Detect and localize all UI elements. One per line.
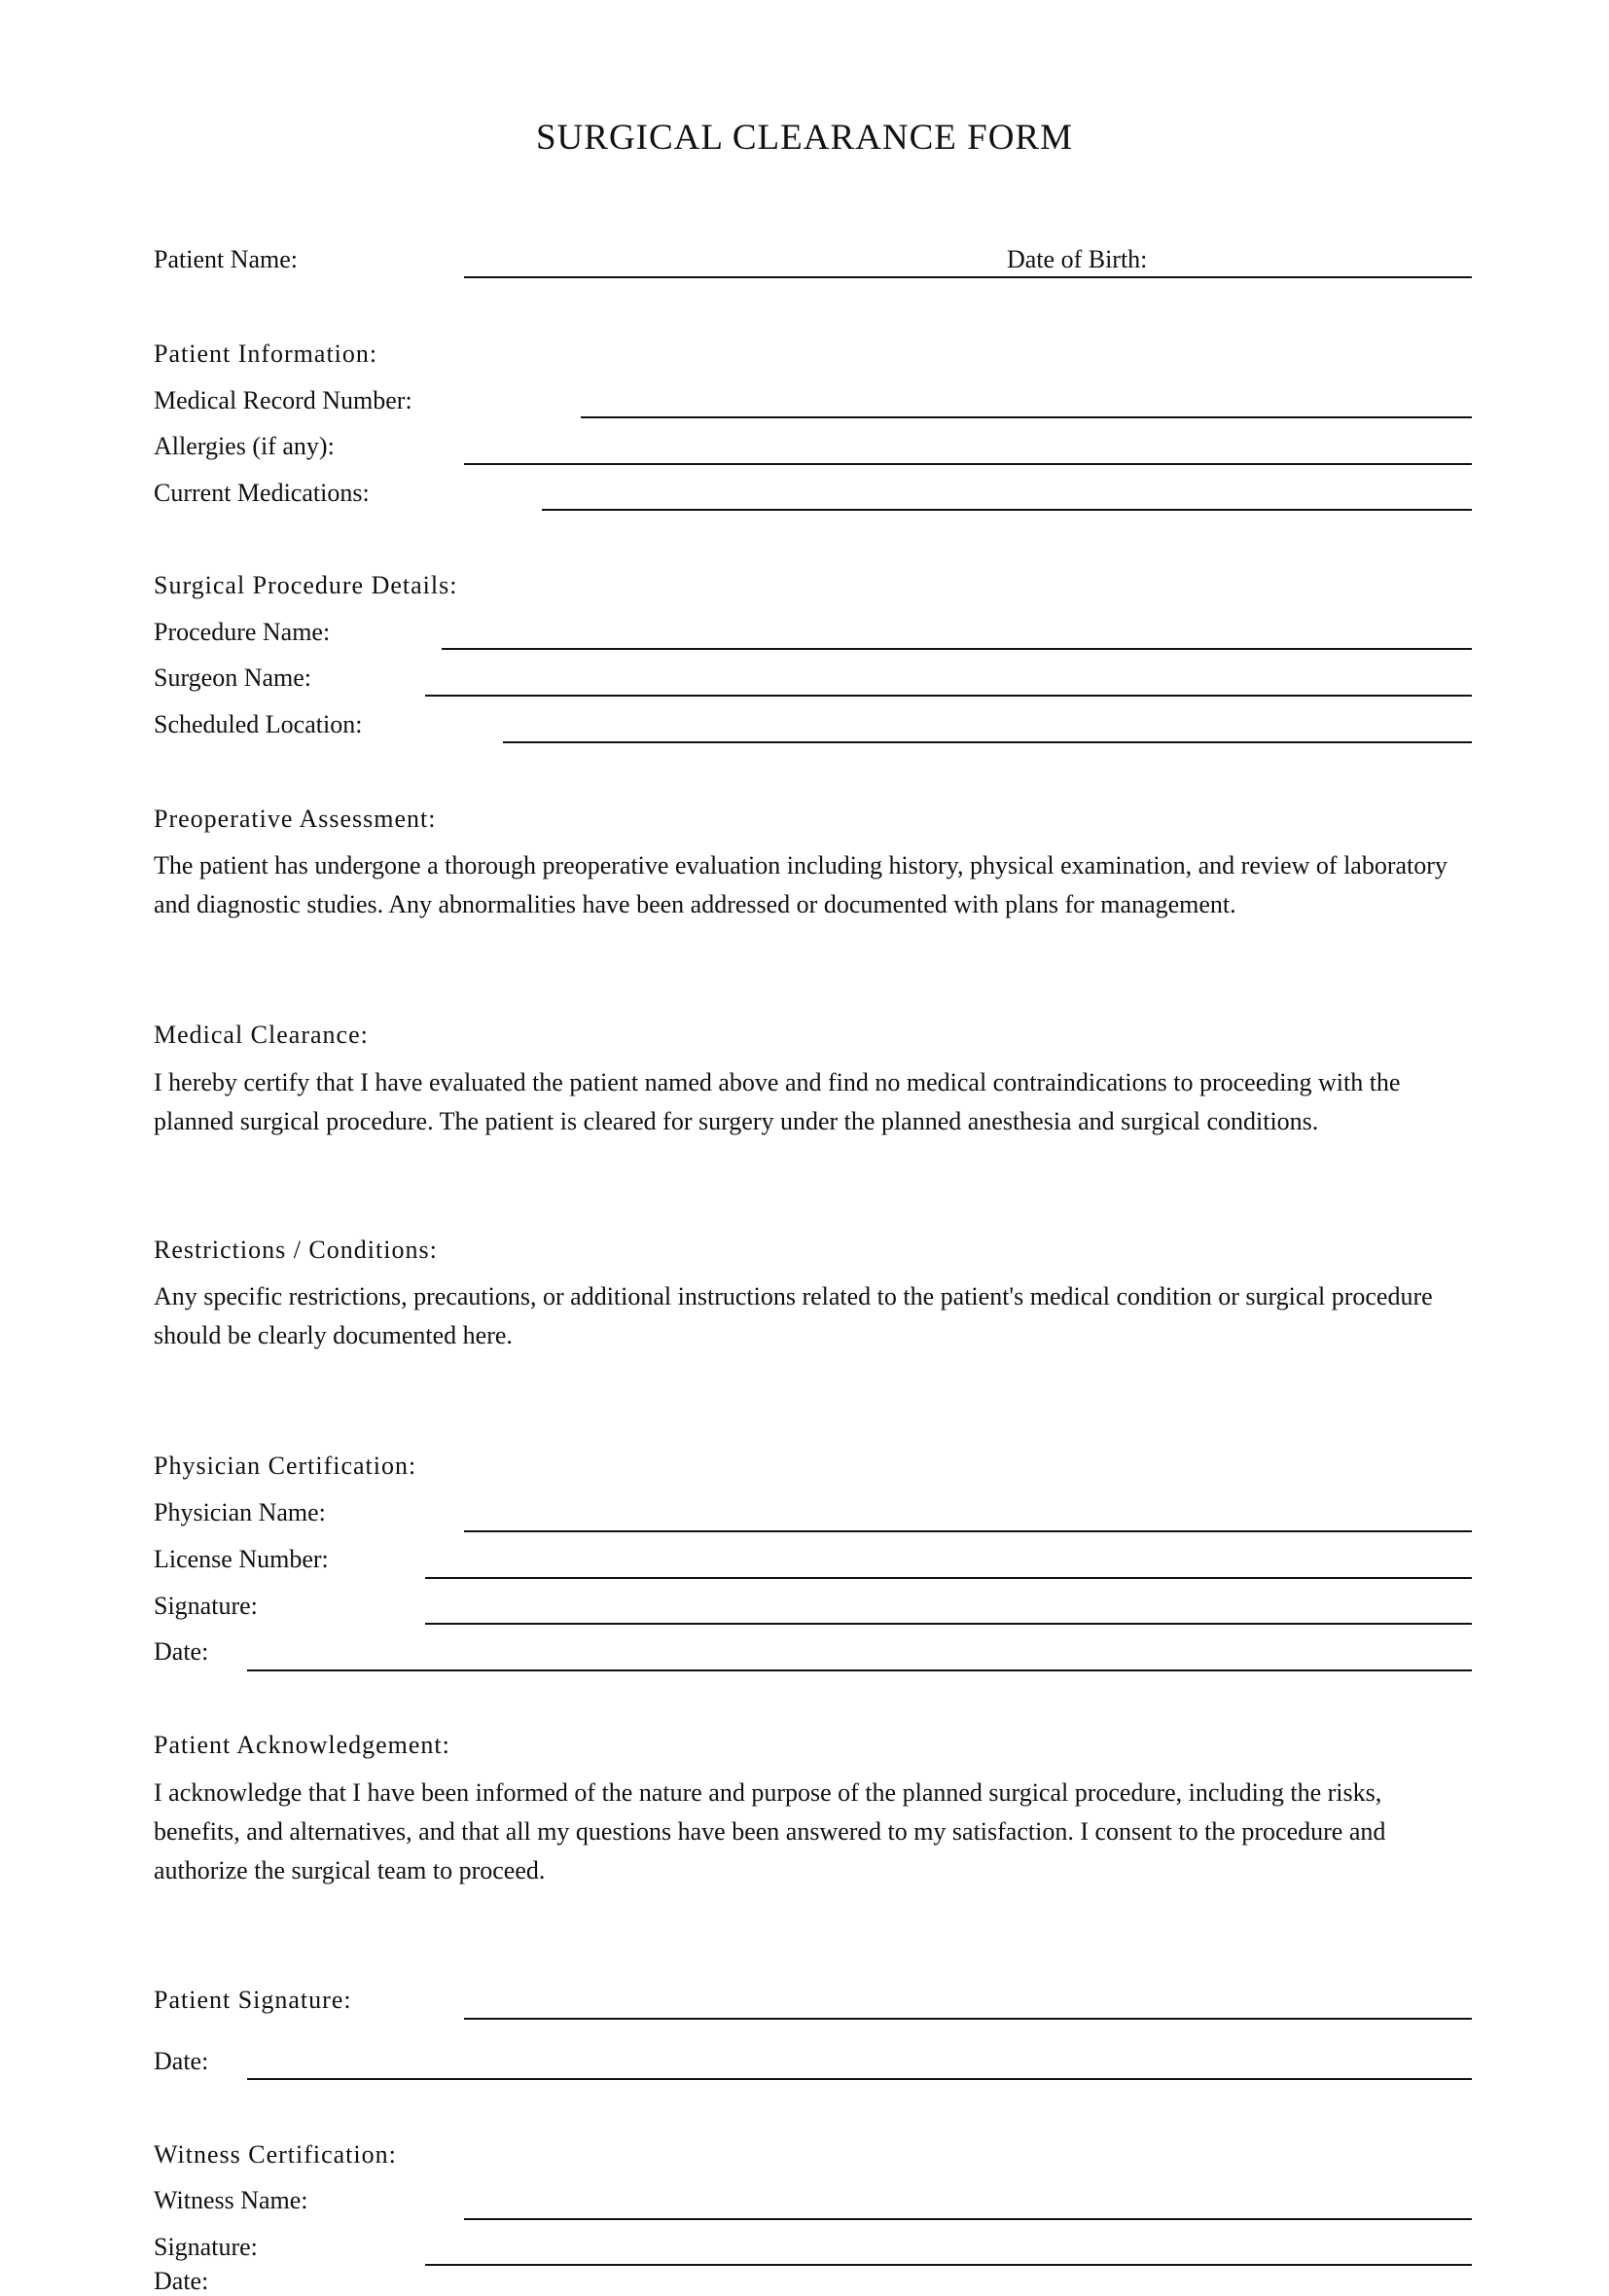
witness-signature-field[interactable] (425, 2264, 1472, 2266)
license-number-field[interactable] (425, 1577, 1472, 1579)
medical-clearance-text: I hereby certify that I have evaluated the patient named above and find no medical contraindications to proceeding with the planned surgical procedure. The patient is cleared for surgery under the planned anesthesia and surgical conditions. (154, 1068, 1401, 1135)
date-of-birth-label: Date of Birth: (1007, 245, 1148, 273)
patient-date-field[interactable] (247, 2078, 1472, 2080)
procedure-details-heading: Surgical Procedure Details: (154, 571, 458, 599)
scheduled-location-label: Scheduled Location: (154, 710, 363, 738)
form-title: SURGICAL CLEARANCE FORM (535, 118, 1074, 158)
patient-name-field[interactable] (464, 276, 1472, 278)
witness-name-label: Witness Name: (154, 2186, 308, 2214)
physician-name-label: Physician Name: (154, 1498, 326, 1526)
current-medications-field[interactable] (542, 509, 1472, 511)
restrictions-heading: Restrictions / Conditions: (154, 1236, 438, 1264)
current-medications-label: Current Medications: (154, 479, 370, 507)
witness-name-field[interactable] (464, 2218, 1472, 2220)
procedure-name-label: Procedure Name: (154, 618, 331, 646)
witness-date-label: Date: (154, 2267, 209, 2295)
license-number-label: License Number: (154, 1545, 329, 1573)
patient-acknowledgement-text: I acknowledge that I have been informed of the nature and purpose of the planned surgical procedure, including the risks, benefits, and alternatives, and that all my questions have been answered to my satisfaction. I consent to the procedure and authorize the surgical team to proceed. (154, 1778, 1386, 1884)
patient-information-heading: Patient Information: (154, 340, 378, 368)
patient-signature-label: Patient Signature: (154, 1986, 352, 2014)
physician-date-label: Date: (154, 1637, 209, 1666)
patient-name-label: Patient Name: (154, 245, 299, 273)
physician-certification-heading: Physician Certification: (154, 1452, 417, 1480)
patient-acknowledgement-heading: Patient Acknowledgement: (154, 1731, 450, 1759)
witness-certification-heading: Witness Certification: (154, 2140, 397, 2169)
witness-signature-label: Signature: (154, 2233, 258, 2261)
physician-signature-label: Signature: (154, 1592, 258, 1620)
medical-record-number-label: Medical Record Number: (154, 386, 412, 414)
surgeon-name-label: Surgeon Name: (154, 664, 311, 692)
patient-date-label: Date: (154, 2047, 209, 2075)
preoperative-assessment-heading: Preoperative Assessment: (154, 805, 437, 833)
restrictions-text: Any specific restrictions, precautions, or additional instructions related to the patient's medical condition or surgical procedure should be clearly documented here. (154, 1282, 1433, 1349)
medical-clearance-heading: Medical Clearance: (154, 1021, 369, 1049)
patient-signature-field[interactable] (464, 2018, 1472, 2020)
preoperative-assessment-text: The patient has undergone a thorough preoperative evaluation including history, physical examination, and review of laboratory and diagnostic studies. Any abnormalities have been addressed or documented with plans for management. (154, 851, 1448, 918)
physician-signature-field[interactable] (425, 1623, 1472, 1625)
procedure-name-field[interactable] (442, 648, 1472, 650)
medical-record-number-field[interactable] (581, 416, 1472, 418)
surgeon-name-field[interactable] (425, 695, 1472, 697)
allergies-label: Allergies (if any): (154, 432, 335, 460)
physician-name-field[interactable] (464, 1530, 1472, 1532)
scheduled-location-field[interactable] (503, 741, 1472, 743)
physician-date-field[interactable] (247, 1669, 1472, 1671)
allergies-field[interactable] (464, 463, 1472, 465)
